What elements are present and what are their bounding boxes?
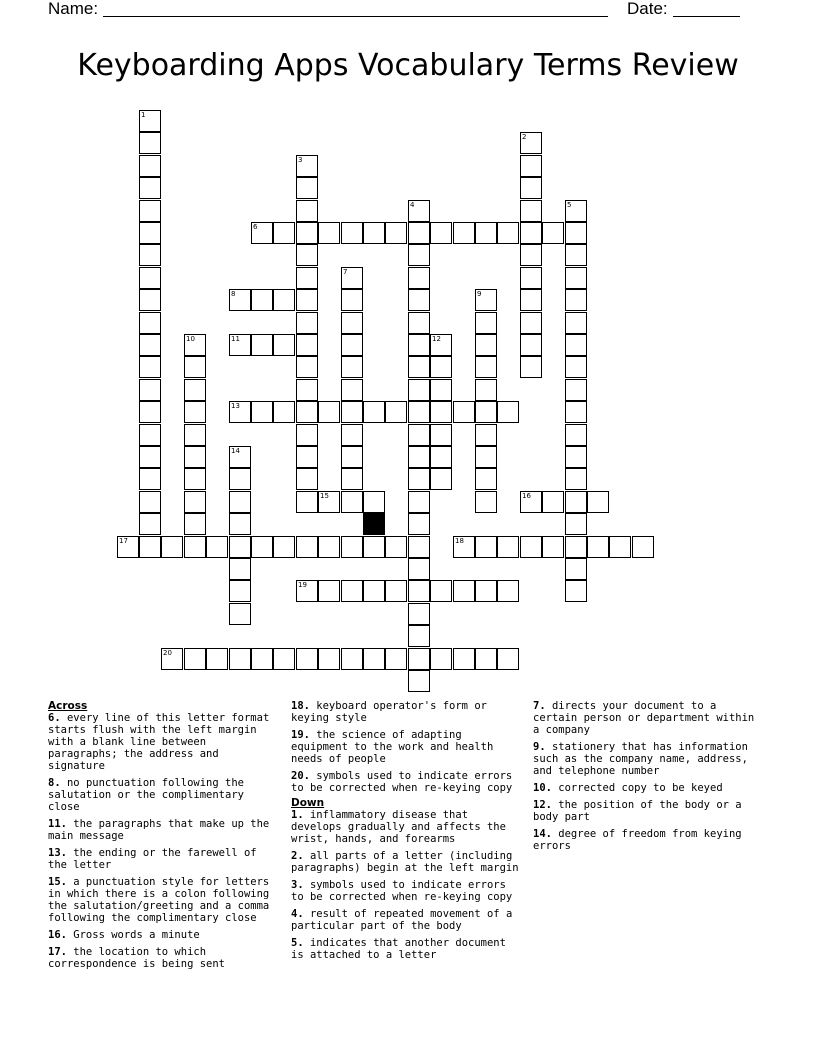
grid-cell[interactable] — [229, 558, 251, 580]
grid-cell[interactable] — [341, 424, 363, 446]
down-heading: Down — [291, 797, 325, 809]
clue-number-label: 10. — [533, 782, 552, 794]
grid-cell[interactable] — [475, 356, 497, 378]
clue-text: the science of adapting equipment to the work and health needs of people — [291, 729, 494, 765]
grid-cell[interactable] — [408, 625, 430, 647]
grid-cell[interactable] — [318, 536, 340, 558]
grid-cell[interactable] — [385, 536, 407, 558]
grid-cell[interactable] — [408, 513, 430, 535]
grid-cell[interactable] — [565, 289, 587, 311]
grid-cell[interactable] — [408, 558, 430, 580]
clue-number: 17 — [119, 537, 128, 545]
grid-cell[interactable] — [251, 648, 273, 670]
grid-cell[interactable] — [139, 401, 161, 423]
clues-column-1 — [48, 700, 280, 975]
grid-cell[interactable] — [273, 536, 295, 558]
clue-item — [48, 818, 280, 842]
grid-cell[interactable] — [363, 401, 385, 423]
grid-cell[interactable] — [139, 244, 161, 266]
clue-text: the location to which correspondence is being sent — [48, 946, 226, 970]
grid-cell[interactable] — [229, 491, 251, 513]
grid-cell[interactable] — [453, 401, 475, 423]
clue-text: the position of the body or a body part — [533, 799, 742, 823]
grid-cell[interactable] — [565, 244, 587, 266]
grid-cell[interactable] — [184, 536, 206, 558]
grid-cell[interactable] — [139, 446, 161, 468]
name-label: Name: — [48, 0, 99, 18]
grid-cell[interactable] — [296, 401, 318, 423]
grid-cell[interactable] — [565, 468, 587, 490]
grid-cell[interactable] — [520, 334, 542, 356]
grid-cell[interactable] — [363, 648, 385, 670]
grid-cell[interactable] — [139, 334, 161, 356]
grid-cell[interactable] — [408, 222, 430, 244]
grid-cell[interactable] — [341, 648, 363, 670]
grid-cell[interactable] — [475, 334, 497, 356]
grid-cell[interactable] — [497, 580, 519, 602]
grid-cell[interactable] — [542, 536, 564, 558]
grid-cell[interactable] — [565, 379, 587, 401]
clue-item — [48, 929, 280, 941]
clue-text: the ending or the farewell of the letter — [48, 847, 257, 871]
grid-cell[interactable] — [139, 267, 161, 289]
grid-cell[interactable] — [475, 580, 497, 602]
across-clue-list — [48, 712, 280, 970]
grid-cell[interactable] — [565, 267, 587, 289]
grid-cell[interactable] — [475, 401, 497, 423]
clue-number-label: 20. — [291, 770, 310, 782]
grid-cell[interactable] — [251, 334, 273, 356]
clue-item — [533, 700, 765, 736]
grid-cell[interactable] — [139, 132, 161, 154]
clue-number-label: 9. — [533, 741, 546, 753]
grid-cell[interactable] — [475, 424, 497, 446]
grid-cell[interactable] — [430, 648, 452, 670]
grid-cell[interactable] — [363, 536, 385, 558]
clue-text: corrected copy to be keyed — [551, 782, 723, 794]
grid-cell[interactable] — [430, 379, 452, 401]
grid-cell[interactable] — [520, 289, 542, 311]
grid-cell[interactable] — [363, 491, 385, 513]
grid-cell[interactable] — [296, 446, 318, 468]
clue-item — [291, 879, 523, 903]
clue-item — [291, 937, 523, 961]
grid-cell[interactable] — [408, 468, 430, 490]
grid-cell[interactable] — [632, 536, 654, 558]
grid-cell[interactable] — [184, 356, 206, 378]
grid-cell[interactable] — [565, 513, 587, 535]
grid-cell[interactable] — [497, 222, 519, 244]
grid-cell[interactable] — [296, 222, 318, 244]
grid-cell[interactable] — [408, 334, 430, 356]
clue-text: symbols used to indicate errors to be corrected when re-keying copy — [291, 770, 513, 794]
clue-number: 1 — [141, 111, 146, 119]
grid-cell[interactable] — [475, 648, 497, 670]
grid-cell[interactable] — [296, 244, 318, 266]
clue-number: 11 — [231, 335, 240, 343]
grid-cell[interactable] — [296, 289, 318, 311]
clue-item — [533, 828, 765, 852]
grid-cell[interactable] — [206, 536, 228, 558]
page-title: Keyboarding Apps Vocabulary Terms Review — [77, 48, 739, 83]
across-clue-list-cont — [291, 700, 523, 794]
grid-cell[interactable] — [408, 536, 430, 558]
grid-cell[interactable] — [408, 670, 430, 692]
grid-cell[interactable] — [385, 222, 407, 244]
grid-cell[interactable] — [296, 312, 318, 334]
clue-text: no punctuation following the salutation or the complimentary close — [48, 777, 244, 813]
grid-cell[interactable] — [341, 289, 363, 311]
clue-number-label: 5. — [291, 937, 304, 949]
grid-cell[interactable] — [296, 536, 318, 558]
clue-item — [48, 946, 280, 970]
clue-number: 3 — [298, 156, 303, 164]
grid-cell[interactable] — [408, 491, 430, 513]
grid-cell[interactable] — [296, 648, 318, 670]
grid-cell[interactable] — [430, 446, 452, 468]
grid-cell[interactable] — [430, 424, 452, 446]
clue-item — [291, 809, 523, 845]
clue-text: inflammatory disease that develops gradually and affects the wrist, hands, and forearms — [291, 809, 506, 845]
grid-cell[interactable] — [565, 491, 587, 513]
grid-cell[interactable] — [341, 334, 363, 356]
grid-cell[interactable] — [565, 446, 587, 468]
grid-cell[interactable] — [341, 491, 363, 513]
clue-number-label: 13. — [48, 847, 67, 859]
clue-number: 14 — [231, 447, 240, 455]
grid-cell[interactable] — [273, 289, 295, 311]
grid-cell[interactable] — [385, 401, 407, 423]
grid-cell[interactable] — [475, 312, 497, 334]
grid-cell[interactable] — [565, 580, 587, 602]
clue-number-label: 14. — [533, 828, 552, 840]
grid-cell[interactable] — [184, 491, 206, 513]
clue-item — [291, 770, 523, 794]
grid-cell[interactable] — [206, 648, 228, 670]
clues-column-3 — [533, 700, 765, 857]
clue-item — [291, 908, 523, 932]
grid-cell[interactable] — [341, 222, 363, 244]
grid-cell[interactable] — [430, 356, 452, 378]
grid-cell[interactable] — [341, 536, 363, 558]
clue-number: 10 — [186, 335, 195, 343]
grid-cell[interactable] — [139, 200, 161, 222]
grid-cell[interactable] — [475, 379, 497, 401]
grid-cell[interactable] — [475, 468, 497, 490]
grid-cell[interactable] — [385, 648, 407, 670]
clue-number-label: 19. — [291, 729, 310, 741]
clue-number-label: 6. — [48, 712, 61, 724]
clue-text: directs your document to a certain person or department within a company — [533, 700, 755, 736]
grid-cell[interactable] — [408, 580, 430, 602]
clue-number: 19 — [298, 581, 307, 589]
grid-cell[interactable] — [273, 334, 295, 356]
grid-cell[interactable] — [184, 424, 206, 446]
grid-cell[interactable] — [497, 536, 519, 558]
grid-cell[interactable] — [184, 513, 206, 535]
clue-item — [291, 700, 523, 724]
grid-cell[interactable] — [408, 401, 430, 423]
grid-cell[interactable] — [520, 267, 542, 289]
clue-number: 6 — [253, 223, 258, 231]
grid-cell[interactable] — [430, 468, 452, 490]
down-clue-list-cont — [533, 700, 765, 852]
clue-number: 4 — [410, 201, 415, 209]
clue-number: 5 — [567, 201, 572, 209]
across-heading: Across — [48, 700, 88, 712]
grid-cell[interactable] — [609, 536, 631, 558]
clue-text: stationery that has information such as the company name, address, and telephone number — [533, 741, 748, 777]
grid-cell[interactable] — [318, 580, 340, 602]
clue-number-label: 17. — [48, 946, 67, 958]
grid-cell[interactable] — [587, 536, 609, 558]
grid-cell[interactable] — [139, 379, 161, 401]
grid-cell[interactable] — [139, 468, 161, 490]
grid-cell[interactable] — [565, 334, 587, 356]
grid-cell[interactable] — [139, 222, 161, 244]
clue-number-label: 7. — [533, 700, 546, 712]
grid-cell[interactable] — [520, 356, 542, 378]
grid-cell[interactable] — [363, 580, 385, 602]
grid-cell[interactable] — [139, 424, 161, 446]
clue-item — [533, 741, 765, 777]
black-square — [363, 513, 385, 535]
grid-cell[interactable] — [497, 648, 519, 670]
grid-cell[interactable] — [184, 648, 206, 670]
grid-cell[interactable] — [139, 491, 161, 513]
grid-cell[interactable] — [318, 648, 340, 670]
grid-cell[interactable] — [296, 177, 318, 199]
clue-item — [291, 850, 523, 874]
clue-text: result of repeated movement of a particular part of the body — [291, 908, 513, 932]
grid-cell[interactable] — [475, 446, 497, 468]
grid-cell[interactable] — [161, 536, 183, 558]
clue-text: keyboard operator's form or keying style — [291, 700, 487, 724]
clue-number-label: 12. — [533, 799, 552, 811]
grid-cell[interactable] — [229, 536, 251, 558]
grid-cell[interactable] — [251, 401, 273, 423]
grid-cell[interactable] — [430, 580, 452, 602]
down-clue-list — [291, 809, 523, 961]
grid-cell[interactable] — [408, 648, 430, 670]
clue-number: 7 — [343, 268, 348, 276]
grid-cell[interactable] — [453, 580, 475, 602]
grid-cell[interactable] — [565, 536, 587, 558]
grid-cell[interactable] — [139, 155, 161, 177]
grid-cell[interactable] — [408, 244, 430, 266]
grid-cell[interactable] — [408, 356, 430, 378]
grid-cell[interactable] — [542, 222, 564, 244]
grid-cell[interactable] — [430, 222, 452, 244]
clue-number: 9 — [477, 290, 482, 298]
grid-cell[interactable] — [565, 222, 587, 244]
grid-cell[interactable] — [341, 401, 363, 423]
grid-cell[interactable] — [453, 648, 475, 670]
grid-cell[interactable] — [229, 648, 251, 670]
grid-cell[interactable] — [565, 424, 587, 446]
clue-number: 15 — [320, 492, 329, 500]
grid-cell[interactable] — [520, 200, 542, 222]
clue-number-label: 3. — [291, 879, 304, 891]
clue-item — [291, 729, 523, 765]
grid-cell[interactable] — [296, 491, 318, 513]
grid-cell[interactable] — [229, 513, 251, 535]
grid-cell[interactable] — [587, 491, 609, 513]
clue-item — [48, 847, 280, 871]
grid-cell[interactable] — [341, 468, 363, 490]
clue-number: 18 — [455, 537, 464, 545]
clue-text: symbols used to indicate errors to be corrected when re-keying copy — [291, 879, 513, 903]
grid-cell[interactable] — [251, 536, 273, 558]
grid-cell[interactable] — [184, 379, 206, 401]
grid-cell[interactable] — [408, 267, 430, 289]
grid-cell[interactable] — [385, 580, 407, 602]
clue-text: indicates that another document is attached to a letter — [291, 937, 506, 961]
grid-cell[interactable] — [363, 222, 385, 244]
clue-text: every line of this letter format starts flush with the left margin with a blank line between paragraphs; the address and signature — [48, 712, 270, 772]
clue-text: Gross words a minute — [66, 929, 200, 941]
clue-number: 20 — [163, 649, 172, 657]
grid-cell[interactable] — [565, 356, 587, 378]
clue-text: a punctuation style for letters in which there is a colon following the salutation/greeting and a comma following the complimentary close — [48, 876, 270, 924]
clues-column-2 — [291, 700, 523, 966]
grid-cell[interactable] — [520, 177, 542, 199]
grid-cell[interactable] — [475, 491, 497, 513]
grid-cell[interactable] — [296, 468, 318, 490]
grid-cell[interactable] — [296, 267, 318, 289]
grid-cell[interactable] — [341, 446, 363, 468]
clue-text: all parts of a letter (including paragraphs) begin at the left margin — [291, 850, 519, 874]
clue-item — [48, 876, 280, 924]
clue-number-label: 4. — [291, 908, 304, 920]
grid-cell[interactable] — [408, 312, 430, 334]
clue-number-label: 18. — [291, 700, 310, 712]
grid-cell[interactable] — [341, 312, 363, 334]
grid-cell[interactable] — [139, 536, 161, 558]
grid-cell[interactable] — [475, 222, 497, 244]
grid-cell[interactable] — [296, 356, 318, 378]
clue-number-label: 15. — [48, 876, 67, 888]
grid-cell[interactable] — [296, 334, 318, 356]
grid-cell[interactable] — [184, 401, 206, 423]
grid-cell[interactable] — [273, 648, 295, 670]
grid-cell[interactable] — [430, 401, 452, 423]
grid-cell[interactable] — [139, 177, 161, 199]
clue-number: 13 — [231, 402, 240, 410]
grid-cell[interactable] — [318, 222, 340, 244]
grid-cell[interactable] — [408, 379, 430, 401]
clue-number-label: 8. — [48, 777, 61, 789]
grid-cell[interactable] — [408, 603, 430, 625]
clue-item — [48, 777, 280, 813]
clue-text: degree of freedom from keying errors — [533, 828, 742, 852]
grid-cell[interactable] — [184, 468, 206, 490]
grid-cell[interactable] — [497, 401, 519, 423]
grid-cell[interactable] — [520, 536, 542, 558]
clue-number-label: 2. — [291, 850, 304, 862]
clue-number: 2 — [522, 133, 527, 141]
grid-cell[interactable] — [139, 289, 161, 311]
grid-cell[interactable] — [565, 312, 587, 334]
clue-number-label: 11. — [48, 818, 67, 830]
grid-cell[interactable] — [229, 603, 251, 625]
grid-cell[interactable] — [542, 491, 564, 513]
grid-cell[interactable] — [251, 289, 273, 311]
grid-cell[interactable] — [139, 513, 161, 535]
grid-cell[interactable] — [520, 222, 542, 244]
date-label: Date: — [627, 0, 668, 18]
grid-cell[interactable] — [565, 558, 587, 580]
clue-number-label: 16. — [48, 929, 67, 941]
grid-cell[interactable] — [408, 446, 430, 468]
clue-item — [533, 782, 765, 794]
grid-cell[interactable] — [184, 446, 206, 468]
grid-cell[interactable] — [341, 356, 363, 378]
grid-cell[interactable] — [408, 424, 430, 446]
grid-cell[interactable] — [520, 312, 542, 334]
clue-text: the paragraphs that make up the main message — [48, 818, 270, 842]
clue-item — [533, 799, 765, 823]
grid-cell[interactable] — [296, 379, 318, 401]
clue-item — [48, 712, 280, 772]
grid-cell[interactable] — [520, 244, 542, 266]
grid-cell[interactable] — [296, 424, 318, 446]
clue-number: 16 — [522, 492, 531, 500]
grid-cell[interactable] — [341, 379, 363, 401]
clue-number-label: 1. — [291, 809, 304, 821]
grid-cell[interactable] — [565, 401, 587, 423]
grid-cell[interactable] — [229, 468, 251, 490]
grid-cell[interactable] — [318, 401, 340, 423]
clue-number: 8 — [231, 290, 236, 298]
grid-cell[interactable] — [341, 580, 363, 602]
grid-cell[interactable] — [139, 356, 161, 378]
grid-cell[interactable] — [520, 155, 542, 177]
grid-cell[interactable] — [273, 401, 295, 423]
grid-cell[interactable] — [273, 222, 295, 244]
grid-cell[interactable] — [139, 312, 161, 334]
grid-cell[interactable] — [453, 222, 475, 244]
clue-number: 12 — [432, 335, 441, 343]
grid-cell[interactable] — [408, 289, 430, 311]
grid-cell[interactable] — [475, 536, 497, 558]
grid-cell[interactable] — [229, 580, 251, 602]
grid-cell[interactable] — [296, 200, 318, 222]
